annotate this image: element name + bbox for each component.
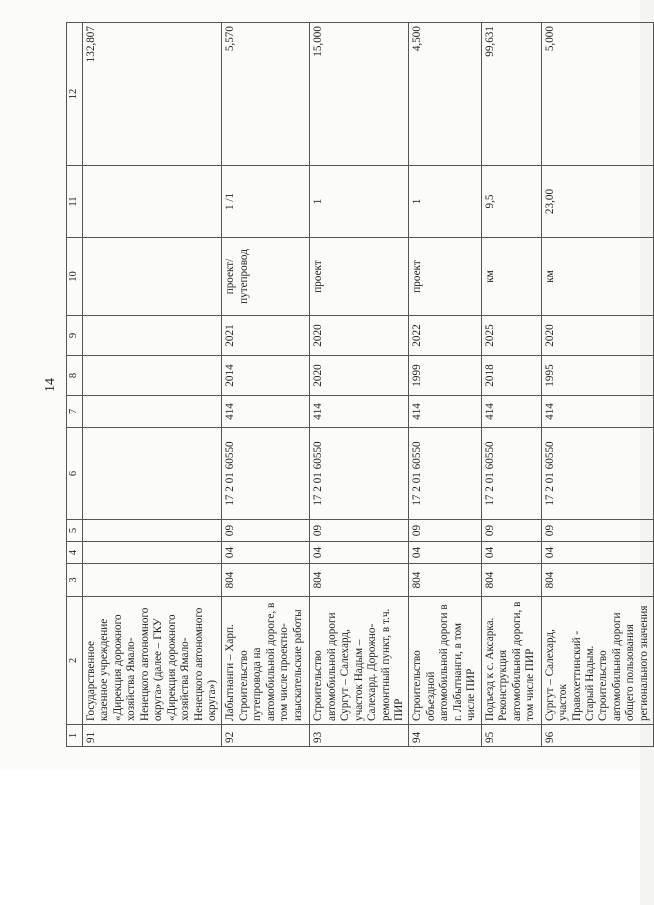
start-year (83, 356, 222, 396)
column-header: 8 (67, 356, 83, 396)
amount: 99,631 (481, 23, 541, 166)
capacity: 23,00 (541, 166, 654, 238)
budget-table (66, 22, 654, 747)
item-name: Строительство автомобильной дороги Сургут – Салехард, участок Надым – Салехард. Дорожно-ремонтный пункт, в т.ч. ПИР (310, 597, 409, 725)
start-year: 2018 (481, 356, 541, 396)
unit: проект/ путепровод (222, 238, 310, 316)
expense-type: 414 (481, 396, 541, 428)
section-code: 04 (409, 542, 481, 564)
amount: 5,000 (541, 23, 654, 166)
row-number: 93 (310, 725, 409, 747)
ministry-code: 804 (541, 564, 654, 597)
start-year: 1995 (541, 356, 654, 396)
ministry-code (83, 564, 222, 597)
subsection-code: 09 (310, 520, 409, 542)
column-header: 5 (67, 520, 83, 542)
row-number: 91 (83, 725, 222, 747)
table-row (541, 23, 654, 747)
amount: 132,807 (83, 23, 222, 166)
expense-type: 414 (310, 396, 409, 428)
ministry-code: 804 (481, 564, 541, 597)
unit: км (481, 238, 541, 316)
section-code: 04 (481, 542, 541, 564)
amount: 15,000 (310, 23, 409, 166)
amount: 5,570 (222, 23, 310, 166)
expense-type: 414 (541, 396, 654, 428)
item-name: Государственное казенное учреждение «Дирекция дорожного хозяйства Ямало-Ненецкого автономного округа» (далее – ГКУ «Дирекция дорожного хозяйства Ямало-Ненецкого автономного округа») (83, 597, 222, 725)
column-header: 12 (67, 23, 83, 166)
start-year: 2020 (310, 356, 409, 396)
capacity: 1 (310, 166, 409, 238)
unit (83, 238, 222, 316)
item-name: Лабытнанги – Харп. Строительство путепровода на автомобильной дороге, в том числе проектно-изыскательские работы (222, 597, 310, 725)
target-article: 17 2 01 60550 (409, 428, 481, 520)
row-number: 92 (222, 725, 310, 747)
capacity (83, 166, 222, 238)
section-code: 04 (222, 542, 310, 564)
table-row (481, 23, 541, 747)
item-name: Сургут – Салехард, участок Правохеттинский - Старый Надым. Строительство автомобильной дороги общего пользования регионального значения (541, 597, 654, 725)
column-header: 7 (67, 396, 83, 428)
end-year: 2022 (409, 316, 481, 356)
target-article: 17 2 01 60550 (481, 428, 541, 520)
section-code (83, 542, 222, 564)
column-header: 3 (67, 564, 83, 597)
unit: проект (310, 238, 409, 316)
end-year: 2020 (310, 316, 409, 356)
unit: км (541, 238, 654, 316)
start-year: 2014 (222, 356, 310, 396)
unit: проект (409, 238, 481, 316)
capacity: 1 (409, 166, 481, 238)
scan-margin (0, 770, 640, 905)
column-header: 6 (67, 428, 83, 520)
row-number: 94 (409, 725, 481, 747)
page-number: 14 (43, 378, 58, 392)
column-header: 1 (67, 725, 83, 747)
ministry-code: 804 (222, 564, 310, 597)
column-header: 10 (67, 238, 83, 316)
column-header: 9 (67, 316, 83, 356)
rotated-page-content (40, 15, 650, 755)
end-year: 2020 (541, 316, 654, 356)
end-year: 2025 (481, 316, 541, 356)
table-row (83, 23, 222, 747)
section-code: 04 (541, 542, 654, 564)
expense-type (83, 396, 222, 428)
table-header-row (67, 23, 83, 747)
start-year: 1999 (409, 356, 481, 396)
column-header: 11 (67, 166, 83, 238)
table-row (409, 23, 481, 747)
ministry-code: 804 (409, 564, 481, 597)
expense-type: 414 (222, 396, 310, 428)
section-code: 04 (310, 542, 409, 564)
ministry-code: 804 (310, 564, 409, 597)
subsection-code: 09 (481, 520, 541, 542)
target-article: 17 2 01 60550 (310, 428, 409, 520)
row-number: 96 (541, 725, 654, 747)
amount: 4,500 (409, 23, 481, 166)
subsection-code (83, 520, 222, 542)
subsection-code: 09 (222, 520, 310, 542)
item-name: Строительство объездной автомобильной дороги в г. Лабытнанги, в том числе ПИР (409, 597, 481, 725)
capacity: 1 /1 (222, 166, 310, 238)
target-article (83, 428, 222, 520)
target-article: 17 2 01 60550 (541, 428, 654, 520)
row-number: 95 (481, 725, 541, 747)
column-header: 2 (67, 597, 83, 725)
end-year (83, 316, 222, 356)
expense-type: 414 (409, 396, 481, 428)
capacity: 9,5 (481, 166, 541, 238)
subsection-code: 09 (409, 520, 481, 542)
target-article: 17 2 01 60550 (222, 428, 310, 520)
table-row (222, 23, 310, 747)
table-row (310, 23, 409, 747)
item-name: Подъезд к с. Аксарка. Реконструкция автомобильной дороги, в том числе ПИР (481, 597, 541, 725)
subsection-code: 09 (541, 520, 654, 542)
end-year: 2021 (222, 316, 310, 356)
column-header: 4 (67, 542, 83, 564)
